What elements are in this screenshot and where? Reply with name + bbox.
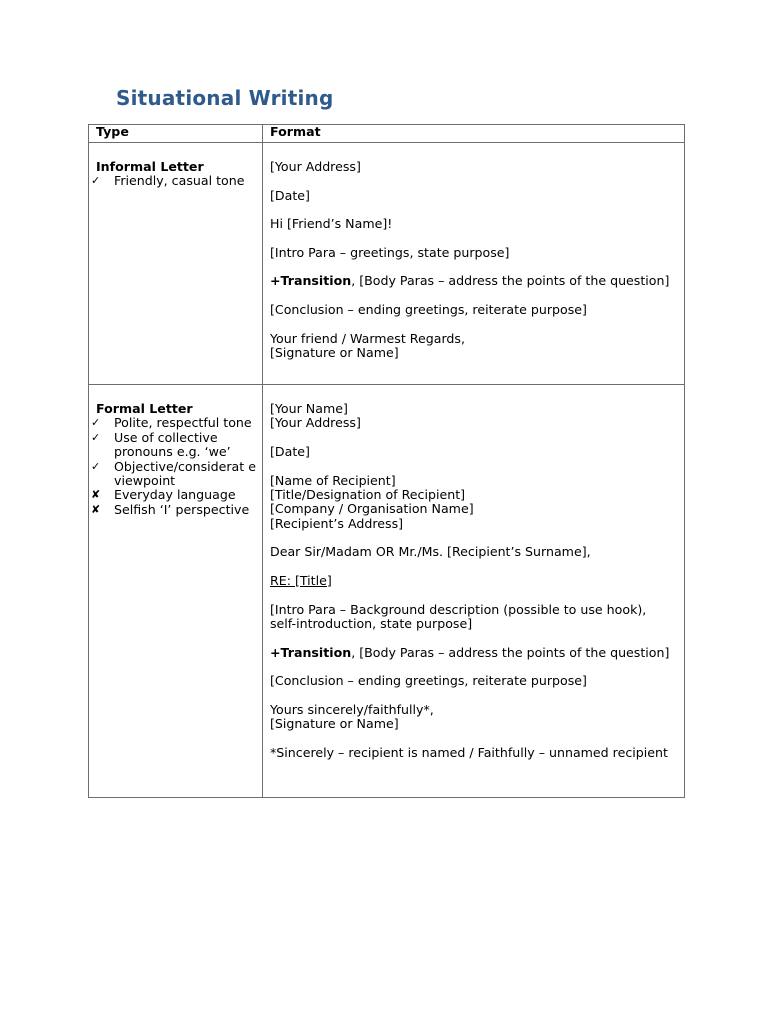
format-line: [Date]	[270, 444, 310, 459]
list-item	[89, 416, 262, 430]
list-item	[89, 431, 262, 460]
format-line: [Your Address]	[270, 159, 361, 174]
format-line: [Intro Para – greetings, state purpose]	[270, 244, 510, 260]
list-item	[89, 488, 262, 502]
format-paragraph	[270, 545, 676, 559]
format-paragraph	[270, 746, 676, 760]
list-item-text: Selfish ‘I’ perspective	[114, 501, 250, 517]
format-line: [Conclusion – ending greetings, reiterate purpose]	[270, 673, 587, 689]
format-paragraph	[270, 189, 676, 203]
format-paragraph	[270, 674, 676, 688]
format-line: [Your Name]	[270, 401, 348, 416]
transition-label: +Transition	[270, 273, 352, 289]
table-row	[89, 385, 685, 798]
list-item	[89, 460, 262, 489]
format-line: Your friend / Warmest Regards,	[270, 330, 465, 346]
format-paragraph	[270, 703, 676, 732]
format-paragraph	[270, 474, 676, 532]
type-label: Informal Letter	[96, 159, 204, 174]
format-paragraph	[270, 574, 676, 588]
format-paragraph	[270, 646, 676, 660]
format-paragraph	[270, 445, 676, 459]
check-icon: ✓	[91, 174, 101, 188]
page-title: Situational Writing	[116, 86, 334, 110]
list-item	[89, 174, 262, 188]
format-line: [Signature or Name]	[270, 716, 399, 732]
cross-icon: ✘	[91, 488, 101, 502]
format-paragraph	[270, 603, 676, 632]
format-line: [Date]	[270, 187, 310, 203]
check-icon: ✓	[91, 430, 101, 444]
format-line	[270, 646, 676, 660]
format-line: [Signature or Name]	[270, 344, 399, 360]
list-item-text: Use of collective pronouns e.g. ‘we’	[114, 429, 231, 460]
format-line: [Company / Organisation Name]	[270, 501, 474, 517]
type-cell	[89, 143, 263, 385]
column-header-type: Type	[89, 125, 263, 143]
list-item	[89, 503, 262, 517]
format-line: [Intro Para – Background description (possible to use hook), self-introduction, state purpose]	[270, 601, 647, 631]
type-label: Formal Letter	[96, 401, 193, 416]
format-cell	[263, 385, 685, 798]
column-header-format: Format	[263, 125, 685, 143]
format-line: [Conclusion – ending greetings, reiterate purpose]	[270, 301, 587, 317]
table-header-row	[89, 125, 685, 143]
format-line: [Recipient’s Address]	[270, 515, 404, 531]
transition-label: +Transition	[270, 644, 352, 660]
format-line: Hi [Friend’s Name]!	[270, 216, 393, 232]
cross-icon: ✘	[91, 502, 101, 516]
format-table	[88, 124, 685, 798]
table-row	[89, 143, 685, 385]
list-item-text: Friendly, casual tone	[114, 173, 245, 189]
characteristics-list	[89, 174, 262, 188]
format-paragraph	[270, 332, 676, 361]
list-item-text: Objective/considerat e viewpoint	[114, 458, 256, 489]
re-title-line: RE: [Title]	[270, 573, 332, 588]
format-paragraph	[270, 160, 676, 174]
format-line: [Title/Designation of Recipient]	[270, 487, 466, 502]
format-line: [Your Address]	[270, 415, 361, 431]
format-paragraph	[270, 274, 676, 288]
format-line: Dear Sir/Madam OR Mr./Ms. [Recipient’s Surname],	[270, 544, 591, 560]
format-paragraph	[270, 402, 676, 431]
check-icon: ✓	[91, 416, 101, 430]
list-item-text: Polite, respectful tone	[114, 415, 252, 431]
format-line: Yours sincerely/faithfully*,	[270, 701, 434, 717]
format-line: [Name of Recipient]	[270, 472, 396, 488]
list-item-text: Everyday language	[114, 487, 236, 503]
format-line: *Sincerely – recipient is named / Faithfully – unnamed recipient	[270, 744, 668, 760]
format-line	[270, 274, 676, 288]
check-icon: ✓	[91, 459, 101, 473]
format-line-text: , [Body Paras – address the points of the question]	[351, 273, 670, 289]
type-cell	[89, 385, 263, 798]
format-line	[270, 574, 676, 588]
format-paragraph	[270, 303, 676, 317]
characteristics-list	[89, 416, 262, 517]
format-cell	[263, 143, 685, 385]
format-paragraph	[270, 246, 676, 260]
format-line-text: , [Body Paras – address the points of the question]	[351, 644, 670, 660]
format-paragraph	[270, 217, 676, 231]
